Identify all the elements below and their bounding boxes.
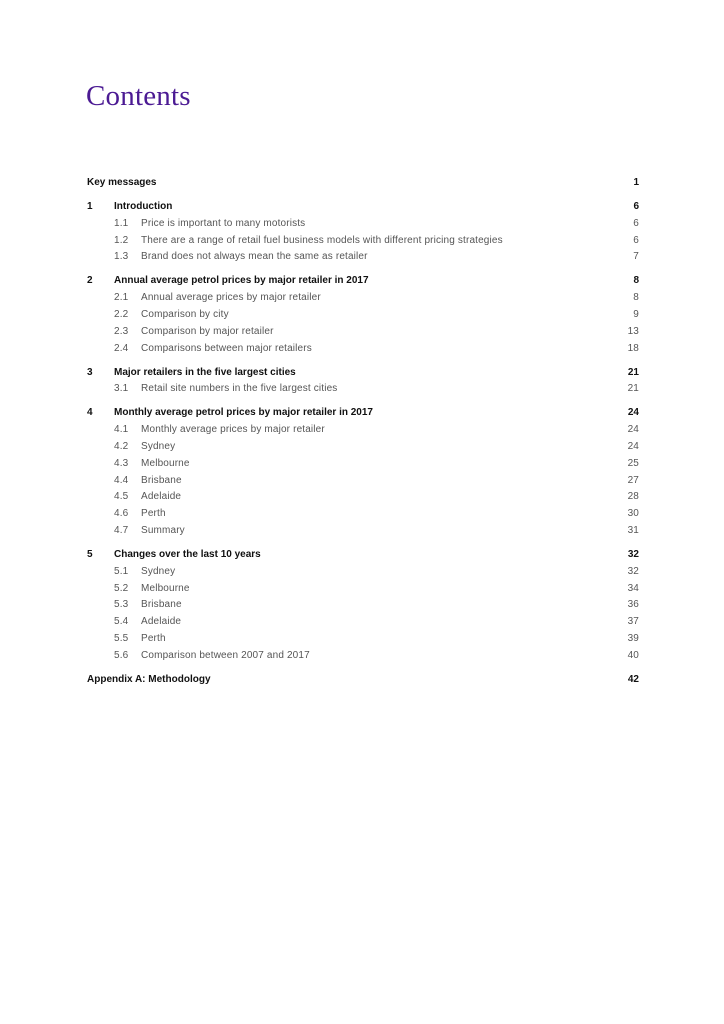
toc-subentry[interactable] [87,599,639,611]
page-title: Contents [86,80,191,112]
toc-subentry[interactable] [87,475,639,487]
toc-entry-label: Adelaide [141,616,182,628]
toc-entry-label: Brisbane [141,599,182,611]
toc-subentry[interactable] [87,292,639,304]
toc-entry-label: Perth [141,508,166,520]
toc-entry-number: 1.2 [114,234,129,246]
toc-entry[interactable] [87,367,639,379]
toc-entry-label: Appendix A: Methodology [87,673,211,685]
toc-entry-number: 5.5 [114,633,129,644]
toc-subentry[interactable] [87,616,639,628]
toc-entry-label: Changes over the last 10 years [114,549,261,560]
toc-entry-label: Brisbane [141,474,182,486]
toc-subentry[interactable] [87,633,639,645]
toc-entry-page: 6 [633,217,639,229]
toc-entry-number: 4.1 [114,424,129,436]
toc-entry-label: Comparison by city [141,309,229,320]
toc-entry-number: 5.4 [114,616,129,628]
toc-entry-label: Monthly average prices by major retailer [141,424,325,436]
toc-entry-number: 5.1 [114,565,129,577]
toc-entry-number: 2.2 [114,309,129,320]
toc-entry-number: 3.1 [114,383,129,395]
toc-subentry[interactable] [87,650,639,662]
toc-entry-page: 8 [633,292,639,304]
toc-entry-number: 3 [87,366,93,378]
toc-entry-number: 4 [87,407,93,419]
toc-entry[interactable] [87,275,639,287]
toc-entry-label: Melbourne [141,457,190,469]
toc-entry-label: There are a range of retail fuel business models with different pricing strategies [141,234,503,246]
toc-entry-number: 5.6 [114,649,129,661]
toc-entry-number: 2.1 [114,292,129,304]
toc-entry-label: Annual average petrol prices by major retailer in 2017 [114,275,369,287]
toc-entry-page: 24 [627,407,639,419]
toc-entry[interactable] [87,177,639,189]
toc-entry-page: 39 [627,633,639,644]
toc-entry-label: Sydney [141,565,176,577]
toc-subentry[interactable] [87,566,639,578]
toc-entry-page: 18 [627,342,639,354]
toc-entry-page: 21 [627,383,639,395]
toc-entry-page: 37 [627,616,639,628]
toc-entry-page: 42 [627,673,639,685]
toc-entry-page: 32 [627,549,639,560]
toc-entry-page: 7 [633,251,639,263]
toc-entry-page: 36 [627,599,639,611]
toc-subentry[interactable] [87,525,639,537]
toc-entry-page: 8 [633,275,639,287]
toc-entry-page: 6 [633,234,639,246]
toc-entry-page: 30 [627,508,639,520]
toc-entry-number: 4.2 [114,441,129,452]
toc-subentry[interactable] [87,583,639,595]
toc-entry[interactable] [87,549,639,561]
toc-entry-page: 13 [627,325,639,337]
toc-entry-page: 6 [633,201,639,212]
toc-entry-label: Comparison between 2007 and 2017 [141,649,310,661]
toc-entry-number: 4.4 [114,474,129,486]
toc-subentry[interactable] [87,309,639,321]
toc-entry-label: Brand does not always mean the same as retailer [141,251,368,263]
toc-entry-label: Melbourne [141,582,190,594]
toc-subentry[interactable] [87,508,639,520]
toc-entry-label: Annual average prices by major retailer [141,292,321,304]
toc-subentry[interactable] [87,218,639,230]
toc-subentry[interactable] [87,326,639,338]
toc-entry[interactable] [87,674,639,686]
toc-entry-label: Retail site numbers in the five largest cities [141,383,338,395]
toc-entry-number: 4.3 [114,457,129,469]
toc-entry-number: 5.2 [114,582,129,594]
toc-entry-page: 28 [627,491,639,503]
toc-entry-label: Summary [141,525,185,536]
toc-entry-label: Major retailers in the five largest cities [114,366,296,378]
toc-subentry[interactable] [87,491,639,503]
toc-entry-number: 1.1 [114,217,129,229]
toc-subentry[interactable] [87,458,639,470]
toc-subentry[interactable] [87,424,639,436]
toc-entry-page: 25 [627,457,639,469]
toc-entry-label: Adelaide [141,491,182,503]
toc-entry-page: 24 [627,424,639,436]
toc-entry-number: 4.5 [114,491,129,503]
toc-entry-label: Monthly average petrol prices by major retailer in 2017 [114,407,373,419]
toc-entry-page: 1 [633,177,639,188]
toc-subentry[interactable] [87,235,639,247]
toc-entry-number: 1 [87,201,93,212]
toc-entry-page: 24 [627,441,639,452]
toc-entry-label: Comparison by major retailer [141,325,274,337]
toc-entry-page: 9 [633,309,639,320]
toc-entry[interactable] [87,201,639,213]
toc-entry-page: 32 [627,565,639,577]
toc-entry-number: 5 [87,549,93,560]
toc-entry-page: 27 [627,474,639,486]
toc-subentry[interactable] [87,251,639,263]
toc-entry-label: Comparisons between major retailers [141,342,312,354]
toc-entry-label: Sydney [141,441,176,452]
toc-entry-page: 34 [627,582,639,594]
toc-entry-label: Introduction [114,201,173,212]
toc-entry-number: 5.3 [114,599,129,611]
toc-entry-number: 2.4 [114,342,129,354]
toc-entry-label: Price is important to many motorists [141,217,306,229]
toc-entry-page: 40 [627,649,639,661]
toc-subentry[interactable] [87,383,639,395]
toc-entry-number: 2 [87,275,93,287]
toc-entry-number: 4.6 [114,508,129,520]
toc-entry[interactable] [87,407,639,419]
toc-subentry[interactable] [87,343,639,355]
toc-entry-number: 2.3 [114,325,129,337]
toc-entry-label: Key messages [87,177,157,188]
toc-entry-number: 4.7 [114,525,129,536]
toc-subentry[interactable] [87,441,639,453]
toc-entry-page: 31 [627,525,639,536]
toc-entry-number: 1.3 [114,251,129,263]
toc-entry-page: 21 [627,366,639,378]
toc-entry-label: Perth [141,633,166,644]
